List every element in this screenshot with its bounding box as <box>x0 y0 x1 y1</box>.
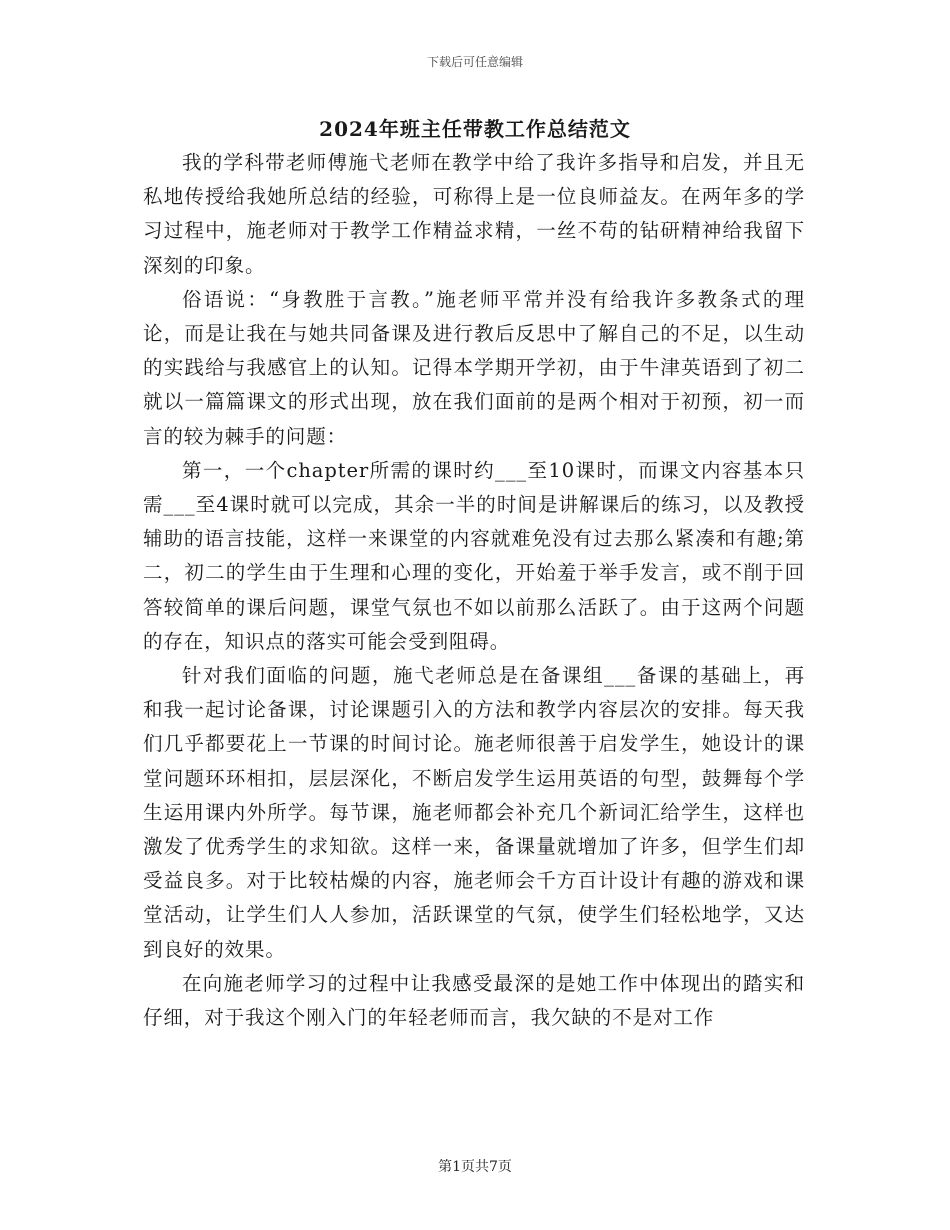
document-title: 2024年班主任带教工作总结范文 <box>319 117 631 141</box>
paragraph-4: 针对我们面临的问题，施弋老师总是在备课组___备课的基础上，再和我一起讨论备课，讨论课题引入的方法和教学内容层次的安排。每天我们几乎都要花上一节课的时间讨论。施老师很善于启发学生，她设计的课堂问题环环相扣，层层深化，不断启发学生运用英语的句型，鼓舞每个学生运用课内外所学。每节课，施老师都会补充几个新词汇给学生，这样也激发了优秀学生的求知欲。这样一来，备课量就增加了许多，但学生们却受益良多。对于比较枯燥的内容，施老师会千方百计设计有趣的游戏和课堂活动，让学生们人人参加，活跃课堂的气氛，使学生们轻松地学，又达到良好的效果。 <box>143 664 805 961</box>
document-body <box>143 146 805 1035</box>
paragraph-5: 在向施老师学习的过程中让我感受最深的是她工作中体现出的踏实和仔细，对于我这个刚入门的年轻老师而言，我欠缺的不是对工作 <box>143 971 805 1030</box>
header-note: 下载后可任意编辑 <box>426 55 523 69</box>
paragraph-3: 第一，一个chapter所需的课时约___至10课时，而课文内容基本只需___至4课时就可以完成，其余一半的时间是讲解课后的练习，以及教授辅助的语言技能，这样一来课堂的内容就难免没有过去那么紧凑和有趣;第二，初二的学生由于生理和心理的变化，开始羞于举手发言，或不削于回答较简单的课后问题，课堂气氛也不如以前那么活跃了。由于这两个问题的存在，知识点的落实可能会受到阻碍。 <box>143 458 805 653</box>
paragraph-1: 我的学科带老师傅施弋老师在教学中给了我许多指导和启发，并且无私地传授给我她所总结的经验，可称得上是一位良师益友。在两年多的学习过程中，施老师对于教学工作精益求精，一丝不苟的钻研精神给我留下深刻的印象。 <box>143 151 805 277</box>
paragraph-2: 俗语说：“身教胜于言教。”施老师平常并没有给我许多教条式的理论，而是让我在与她共同备课及进行教后反思中了解自己的不足，以生动的实践给与我感官上的认知。记得本学期开学初，由于牛津英语到了初二就以一篇篇课文的形式出现，放在我们面前的是两个相对于初预，初一而言的较为棘手的问题： <box>143 287 805 448</box>
page-number: 第1页共7页 <box>438 1159 512 1175</box>
